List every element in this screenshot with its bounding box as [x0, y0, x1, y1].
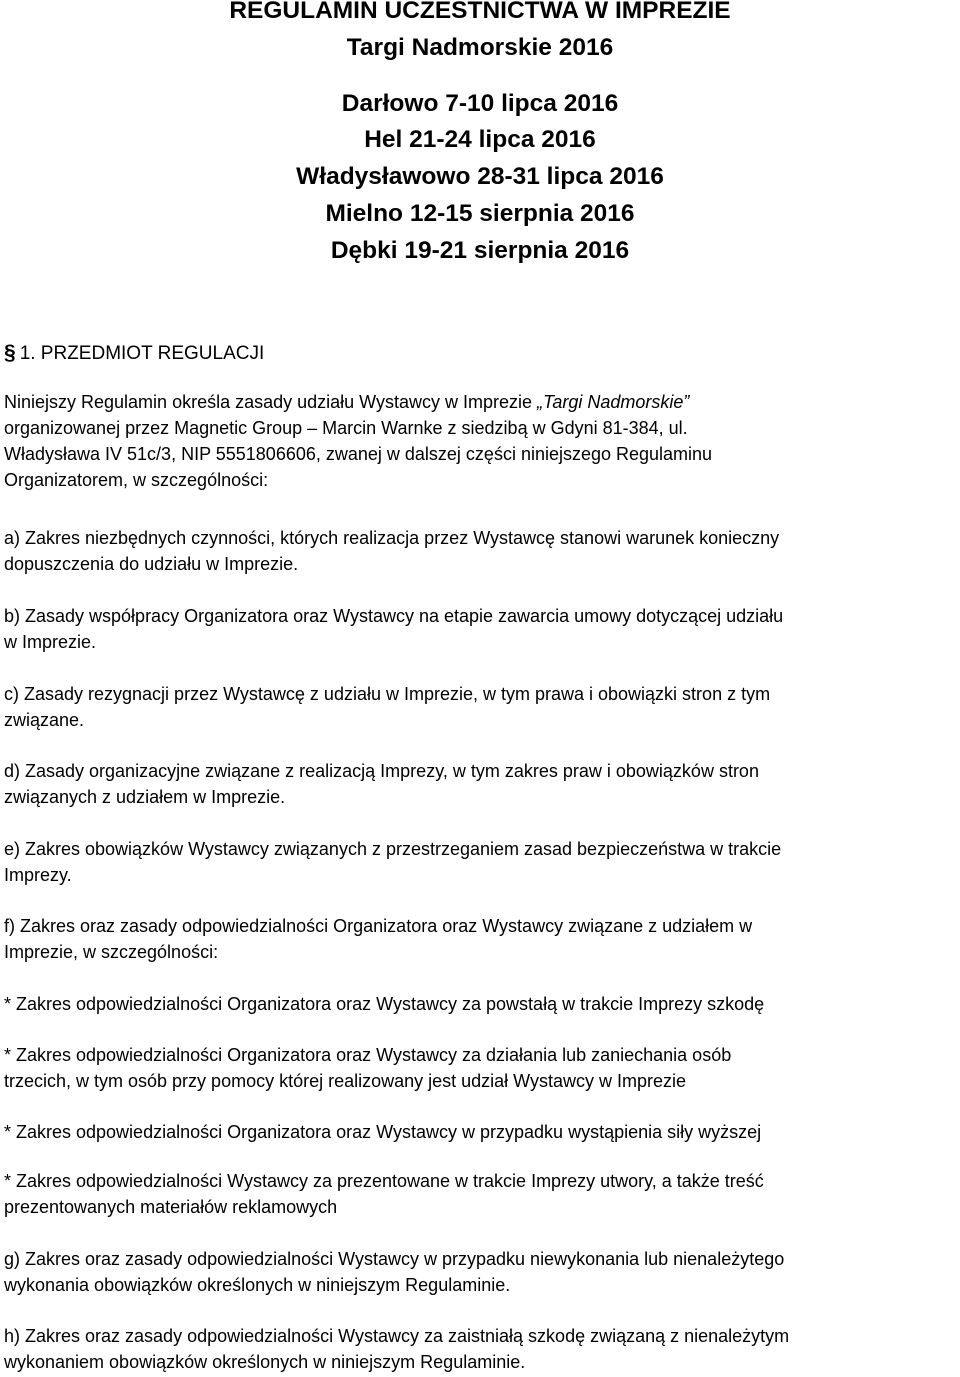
section-title: 1. PRZEDMIOT REGULACJI — [19, 343, 265, 364]
subitem-presented-works: * Zakres odpowiedzialności Wystawcy za prezentowane w trakcie Imprezy utwory, a także treść prezentowanych materiałów reklamowych — [4, 1171, 764, 1217]
event-wladyslawowo: Władysławowo 28-31 lipca 2016 — [296, 163, 664, 190]
item-a: a) Zakres niezbędnych czynności, których realizacja przez Wystawcę stanowi warunek konieczny dopuszczenia do udziału w Imprezie. — [4, 528, 780, 574]
section-symbol: § — [4, 341, 16, 364]
document-title: REGULAMIN UCZESTNICTWA W IMPREZIE — [229, 0, 731, 24]
intro-line-1: Niniejszy Regulamin określa zasady udziału Wystawcy w Imprezie „Targi Nadmorskie” — [4, 392, 690, 412]
event-mielno: Mielno 12-15 sierpnia 2016 — [325, 200, 635, 227]
intro-paragraph — [4, 389, 959, 493]
subitem-force-majeure: * Zakres odpowiedzialności Organizatora oraz Wystawcy w przypadku wystąpienia siły wyższej — [4, 1122, 762, 1142]
event-darlowo: Darłowo 7-10 lipca 2016 — [341, 90, 619, 117]
item-b: b) Zasady współpracy Organizatora oraz Wystawcy na etapie zawarcia umowy dotyczącej udziału w Imprezie. — [4, 606, 784, 652]
event-debki: Dębki 19-21 sierpnia 2016 — [330, 237, 630, 264]
intro-line-3: Władysława IV 51c/3, NIP 5551806606, zwanej w dalszej części niniejszego Regulaminu — [4, 444, 713, 464]
item-f: f) Zakres oraz zasady odpowiedzialności Organizatora oraz Wystawcy związane z udziałem w Imprezie, w szczególności: — [4, 916, 753, 962]
document-subtitle: Targi Nadmorskie 2016 — [346, 34, 614, 61]
event-hel: Hel 21-24 lipca 2016 — [364, 126, 596, 153]
item-e: e) Zakres obowiązków Wystawcy związanych z przestrzeganiem zasad bezpieczeństwa w trakcie Imprezy. — [4, 839, 782, 885]
event-name-italic: „Targi Nadmorskie” — [537, 392, 690, 412]
subitem-damage: * Zakres odpowiedzialności Organizatora oraz Wystawcy za powstałą w trakcie Imprezy szkodę — [4, 994, 765, 1014]
item-c: c) Zasady rezygnacji przez Wystawcę z udziału w Imprezie, w tym prawa i obowiązki stron z tym związane. — [4, 684, 771, 730]
section-heading — [4, 340, 264, 367]
intro-line-4: Organizatorem, w szczególności: — [4, 470, 269, 490]
item-g: g) Zakres oraz zasady odpowiedzialności Wystawcy w przypadku niewykonania lub nienależytego wykonania obowiązków określonych w niniejszym Regulaminie. — [4, 1249, 785, 1295]
item-h: h) Zakres oraz zasady odpowiedzialności Wystawcy za zaistniałą szkodę związaną z nienależytym wykonaniem obowiązków określonych w niniejszym Regulaminie. — [4, 1326, 790, 1372]
intro-line-2: organizowanej przez Magnetic Group – Marcin Warnke z siedzibą w Gdyni 81-384, ul. — [4, 418, 688, 438]
item-d: d) Zasady organizacyjne związane z realizacją Imprezy, w tym zakres praw i obowiązków stron związanych z udziałem w Imprezie. — [4, 761, 759, 807]
subitem-third-parties: * Zakres odpowiedzialności Organizatora oraz Wystawcy za działania lub zaniechania osób trzecich, w tym osób przy pomocy której realizowany jest udział Wystawcy w Imprezie — [4, 1045, 732, 1091]
